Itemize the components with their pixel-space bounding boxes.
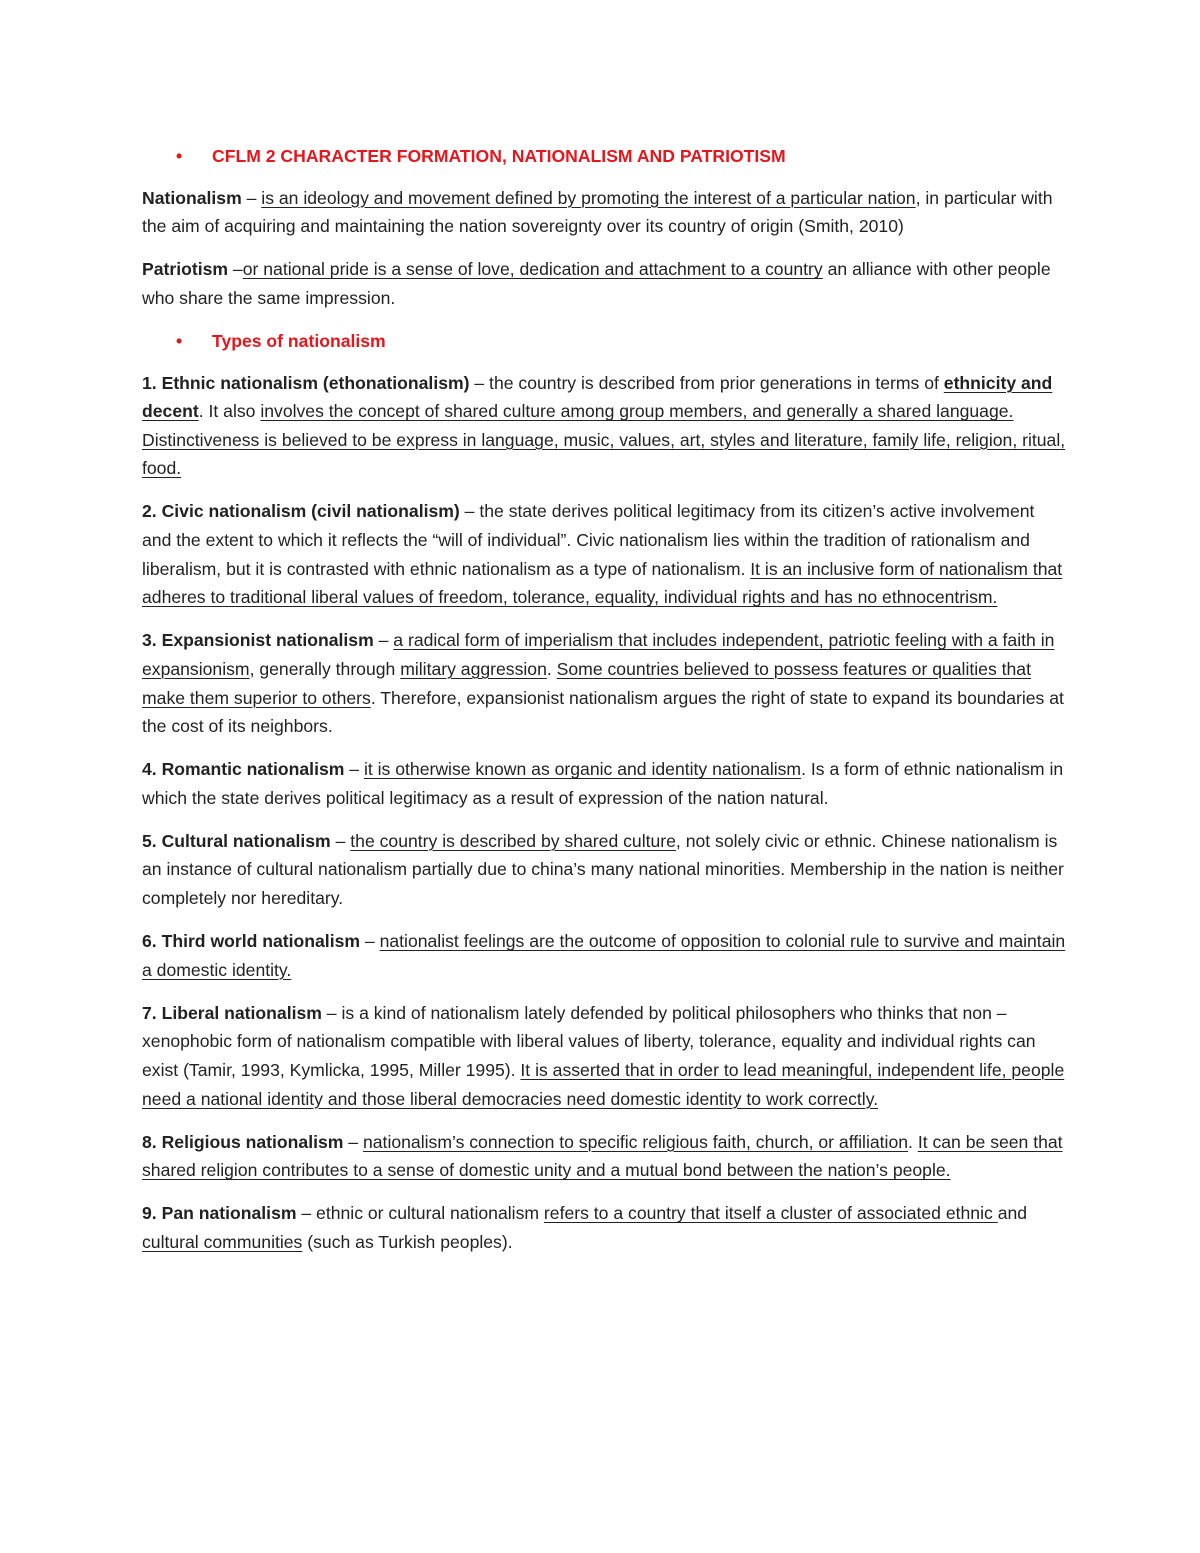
- item-term: Religious nationalism: [161, 1131, 344, 1152]
- item-number-separator: .: [151, 1131, 162, 1152]
- item-number: 1: [142, 372, 152, 393]
- heading-text: CFLM 2 CHARACTER FORMATION, NATIONALISM AND PATRIOTISM: [212, 146, 786, 166]
- nationalism-type-item: [142, 755, 1067, 812]
- nationalism-type-item: [142, 497, 1067, 611]
- item-underlined-text: It is an inclusive form of nationalism that adheres to traditional liberal values of freedom, tolerance, equality, individual rights and has no ethnocentrism.: [142, 558, 1063, 608]
- nationalism-type-item: [142, 369, 1067, 483]
- item-term: Expansionist nationalism: [161, 630, 374, 651]
- item-term: Cultural nationalism: [161, 830, 331, 851]
- item-text: , not solely civic or ethnic. Chinese nationalism is an instance of cultural nationalism partially due to china’s many national minorities. Membership in the nation is neither completely nor hereditary.: [142, 830, 1064, 909]
- item-underlined-text: it is otherwise known as organic and identity nationalism: [363, 759, 802, 780]
- item-text: .: [908, 1131, 918, 1152]
- item-number-separator: .: [151, 630, 162, 651]
- bullet-icon: •: [176, 330, 183, 351]
- item-underlined-text: a radical form of imperialism that includes independent, patriotic feeling with a faith in expansionism: [142, 630, 1055, 679]
- item-number: 4: [142, 759, 152, 780]
- nationalism-dash: –: [241, 187, 262, 208]
- nationalism-type-item: [142, 927, 1067, 984]
- nationalism-type-item: [142, 626, 1067, 740]
- item-underlined-text: nationalist feelings are the outcome of opposition to colonial rule to survive and maintain a domestic identity.: [142, 931, 1066, 980]
- item-text: –: [330, 830, 351, 851]
- item-underlined-text: military aggression: [400, 658, 547, 679]
- item-term: Romantic nationalism: [161, 759, 345, 780]
- item-number-separator: .: [151, 830, 162, 851]
- nationalism-term: Nationalism: [142, 187, 242, 208]
- item-underlined-text: cultural communities: [142, 1232, 303, 1252]
- item-number: 5: [142, 830, 152, 851]
- item-underlined-text: the country is described by shared culture: [350, 830, 676, 851]
- item-text: – ethnic or cultural nationalism: [296, 1203, 544, 1224]
- item-term: Ethnic nationalism (ethonationalism): [161, 372, 470, 393]
- patriotism-term: Patriotism: [142, 259, 229, 280]
- item-text: and: [997, 1203, 1028, 1224]
- item-text: (such as Turkish peoples).: [302, 1232, 513, 1252]
- item-bold-underlined-text: ethnicity and decent: [142, 372, 1053, 422]
- item-text: . Is a form of ethnic nationalism in which the state derives political legitimacy as a result of expression of the nation natural.: [142, 759, 1064, 808]
- item-number-separator: .: [151, 759, 162, 780]
- item-underlined-text: Some countries believed to possess features or qualities that make them superior to others: [142, 658, 1031, 708]
- item-text: –: [360, 931, 380, 952]
- item-number-separator: .: [151, 501, 162, 522]
- item-text: – the state derives political legitimacy from its citizen’s active involvement and the extent to which it reflects the “will of individual”. Civic nationalism lies within the tradition of rationalism and liberalism, but it is contrasted with ethnic nationalism as a type of nationalism.: [142, 501, 1035, 579]
- patriotism-def-rest: an alliance with other people who share the same impression.: [142, 259, 1051, 308]
- item-number: 6: [142, 931, 152, 952]
- item-number-separator: .: [151, 1002, 162, 1023]
- document-heading: [142, 142, 1067, 171]
- item-term: Liberal nationalism: [161, 1002, 322, 1023]
- nationalism-type-item: [142, 1199, 1067, 1256]
- item-underlined-text: refers to a country that itself a cluster of associated ethnic: [543, 1203, 998, 1224]
- item-text: .: [546, 658, 557, 679]
- item-number-separator: .: [151, 372, 162, 393]
- item-underlined-text: nationalism’s connection to specific religious faith, church, or affiliation: [362, 1131, 909, 1152]
- nationalism-type-item: [142, 1128, 1067, 1185]
- item-term: Third world nationalism: [161, 931, 361, 952]
- document-page: [142, 142, 1067, 1271]
- item-number: 3: [142, 630, 152, 651]
- item-underlined-text: involves the concept of shared culture among group members, and generally a shared language. Distinctiveness is believed to be express in language, music, values, art, styles and literature, family life, religion, ritual, food.: [142, 401, 1066, 479]
- nationalism-def-rest: , in particular with the aim of acquiring and maintaining the nation sovereignty over its country of origin (Smith, 2010): [142, 187, 1053, 237]
- patriotism-def-underlined: or national pride is a sense of love, dedication and attachment to a country: [242, 259, 823, 280]
- item-text: . It also: [198, 401, 261, 422]
- item-number-separator: .: [151, 931, 162, 952]
- item-text: –: [344, 759, 364, 780]
- bullet-icon: •: [176, 146, 183, 166]
- item-term: Pan nationalism: [161, 1203, 297, 1224]
- item-term: Civic nationalism (civil nationalism): [161, 501, 460, 522]
- item-text: . Therefore, expansionist nationalism argues the right of state to expand its boundaries at the cost of its neighbors.: [142, 687, 1064, 737]
- item-number-separator: .: [151, 1203, 162, 1224]
- item-underlined-text: It is asserted that in order to lead meaningful, independent life, people need a national identity and those liberal democracies need domestic identity to work correctly.: [142, 1060, 1065, 1109]
- item-text: – is a kind of nationalism lately defended by political philosophers who thinks that non – xenophobic form of nationalism compatible with liberal values of liberty, tolerance, equality and individual rights can exist (Tamir, 1993, Kymlicka, 1995, Miller 1995).: [142, 1002, 1036, 1081]
- item-number: 2: [142, 501, 152, 522]
- item-text: , generally through: [249, 658, 401, 679]
- nationalism-type-item: [142, 827, 1067, 913]
- item-text: – the country is described from prior generations in terms of: [469, 372, 944, 393]
- item-number: 8: [142, 1131, 152, 1152]
- patriotism-definition: [142, 255, 1067, 312]
- types-list: [142, 369, 1067, 1257]
- types-heading: [142, 327, 1067, 356]
- item-text: –: [343, 1131, 363, 1152]
- nationalism-type-item: [142, 999, 1067, 1113]
- item-text: –: [373, 630, 394, 651]
- patriotism-dash: –: [228, 259, 243, 280]
- item-number: 7: [142, 1002, 152, 1023]
- types-heading-text: Types of nationalism: [212, 330, 386, 351]
- item-underlined-text: It can be seen that shared religion contributes to a sense of domestic unity and a mutual bond between the nation’s people.: [142, 1131, 1063, 1181]
- nationalism-def-underlined: is an ideology and movement defined by promoting the interest of a particular nation: [261, 187, 916, 208]
- nationalism-definition: [142, 184, 1067, 241]
- item-number: 9: [142, 1203, 152, 1224]
